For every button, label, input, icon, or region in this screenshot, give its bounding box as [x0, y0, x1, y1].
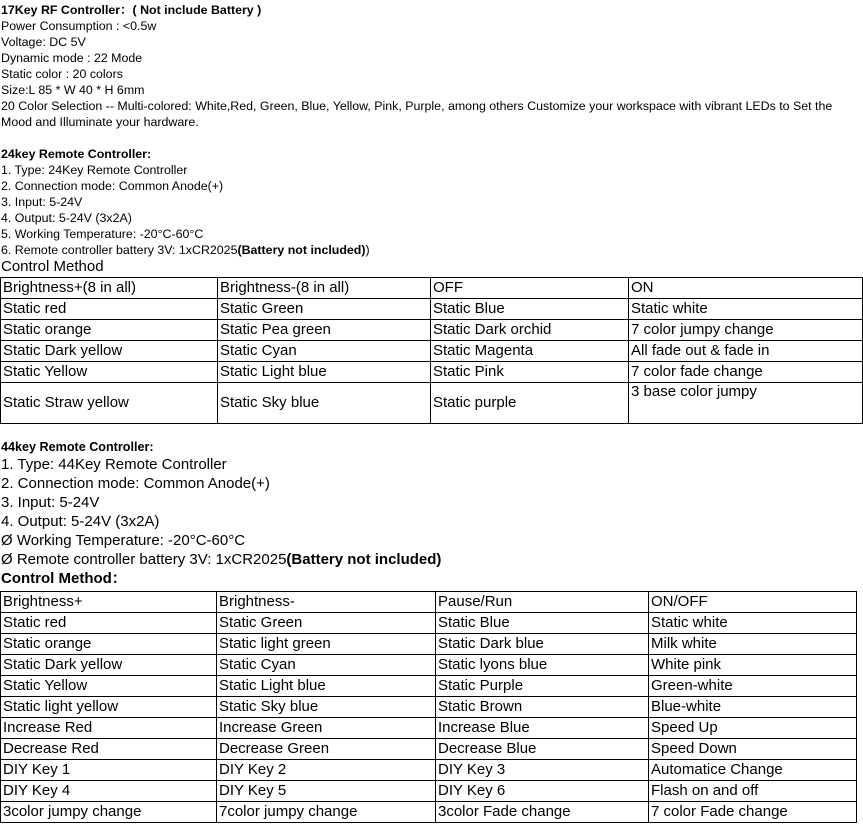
- table-row: [1, 278, 863, 299]
- table-cell: All fade out & fade in: [629, 341, 863, 362]
- table-cell: Automatice Change: [649, 760, 857, 781]
- key24-title: 24key Remote Controller:: [1, 147, 152, 161]
- table-cell: Brightness+(8 in all): [1, 278, 218, 299]
- table-cell: 7 color fade change: [629, 362, 863, 383]
- key24-spec-line: 3. Input: 5-24V: [1, 195, 83, 209]
- table-cell: Static Dark orchid: [431, 320, 629, 341]
- table-cell: Static orange: [1, 634, 217, 655]
- key44-spec-line: 4. Output: 5-24V (3x2A): [1, 513, 160, 530]
- table-cell: Static Dark yellow: [1, 655, 217, 676]
- key44-spec-line: 3. Input: 5-24V: [1, 494, 100, 511]
- key44-battery-text: Ø Remote controller battery 3V: 1xCR2025: [1, 551, 287, 568]
- table-cell: Static purple: [431, 383, 629, 424]
- key44-section: [1, 439, 863, 588]
- key24-method-label: Control Method: [1, 258, 104, 275]
- table-cell: Static Sky blue: [218, 383, 431, 424]
- table-cell: Static Brown: [436, 697, 649, 718]
- table-row: [1, 676, 857, 697]
- rf17-spec-line: Dynamic mode : 22 Mode: [1, 51, 143, 65]
- key44-spec-line: 2. Connection mode: Common Anode(+): [1, 475, 270, 492]
- table-cell: Decrease Red: [1, 739, 217, 760]
- table-cell: ON: [629, 278, 863, 299]
- rf17-spec-line: Size:L 85 * W 40 * H 6mm: [1, 83, 145, 97]
- key24-control-table: [0, 277, 863, 424]
- table-cell: 7 color jumpy change: [629, 320, 863, 341]
- table-cell: Static Pink: [431, 362, 629, 383]
- table-cell: Static Light blue: [218, 362, 431, 383]
- table-cell: Static Dark blue: [436, 634, 649, 655]
- key44-battery-note: (Battery not included): [286, 551, 442, 568]
- table-cell: OFF: [431, 278, 629, 299]
- table-cell: Static red: [1, 299, 218, 320]
- rf17-spec-line: Static color : 20 colors: [1, 67, 123, 81]
- table-cell: Brightness-(8 in all): [218, 278, 431, 299]
- rf17-spec-line: Voltage: DC 5V: [1, 35, 86, 49]
- table-row: [1, 592, 857, 613]
- table-cell: Static light green: [217, 634, 436, 655]
- key44-control-table: [0, 591, 857, 823]
- table-cell: Speed Up: [649, 718, 857, 739]
- key44-spec-line: Ø Working Temperature: -20°C-60°C: [1, 532, 246, 549]
- key24-spec-line: 5. Working Temperature: -20°C-60°C: [1, 227, 204, 241]
- table-row: [1, 383, 863, 424]
- table-row: [1, 320, 863, 341]
- table-row: [1, 341, 863, 362]
- table-cell: DIY Key 6: [436, 781, 649, 802]
- table-cell: DIY Key 1: [1, 760, 217, 781]
- table-row: [1, 781, 857, 802]
- table-cell: Increase Green: [217, 718, 436, 739]
- table-cell: Static Magenta: [431, 341, 629, 362]
- table-row: [1, 613, 857, 634]
- table-cell: Increase Blue: [436, 718, 649, 739]
- table-cell: Static Yellow: [1, 676, 217, 697]
- table-cell: DIY Key 5: [217, 781, 436, 802]
- table-cell: Static Sky blue: [217, 697, 436, 718]
- table-cell: DIY Key 2: [217, 760, 436, 781]
- table-cell: Static Purple: [436, 676, 649, 697]
- table-cell: Static Cyan: [218, 341, 431, 362]
- key24-spec-line: 1. Type: 24Key Remote Controller: [1, 163, 188, 177]
- table-row: [1, 739, 857, 760]
- table-cell: Static red: [1, 613, 217, 634]
- table-cell: 7color jumpy change: [217, 802, 436, 823]
- key24-battery-line: [1, 242, 863, 258]
- key44-spec-line: 1. Type: 44Key Remote Controller: [1, 456, 227, 473]
- table-cell: Blue-white: [649, 697, 857, 718]
- rf17-color-selection: 20 Color Selection -- Multi-colored: White,Red, Green, Blue, Yellow, Pink, Purple, among others Customize your workspace with vibrant LEDs to Set the Mood and Illuminate your hardware.: [1, 99, 833, 129]
- table-cell: Static Cyan: [217, 655, 436, 676]
- table-cell: ON/OFF: [649, 592, 857, 613]
- table-cell: White pink: [649, 655, 857, 676]
- table-cell: Brightness-: [217, 592, 436, 613]
- table-cell: Increase Red: [1, 718, 217, 739]
- table-cell: Static Green: [217, 613, 436, 634]
- table-cell: Static Blue: [431, 299, 629, 320]
- table-cell: Static white: [629, 299, 863, 320]
- rf17-title: 17Key RF Controller：( Not include Battery ): [1, 3, 262, 17]
- table-row: [1, 362, 863, 383]
- table-cell: DIY Key 4: [1, 781, 217, 802]
- table-cell: Static light yellow: [1, 697, 217, 718]
- table-cell: Static Green: [218, 299, 431, 320]
- table-cell: 3 base color jumpy: [629, 383, 863, 424]
- table-cell: Green-white: [649, 676, 857, 697]
- table-cell: Static Dark yellow: [1, 341, 218, 362]
- table-cell: Static Light blue: [217, 676, 436, 697]
- table-cell: DIY Key 3: [436, 760, 649, 781]
- table-cell: 3color Fade change: [436, 802, 649, 823]
- table-cell: Milk white: [649, 634, 857, 655]
- table-row: [1, 634, 857, 655]
- table-row: [1, 655, 857, 676]
- table-row: [1, 802, 857, 823]
- rf17-spec-line: Power Consumption : <0.5w: [1, 19, 157, 33]
- key24-battery-note: (Battery not included): [237, 243, 366, 257]
- key24-battery-text: 6. Remote controller battery 3V: 1xCR2025: [1, 243, 238, 257]
- key24-battery-suffix: ): [365, 243, 370, 257]
- table-cell: Static orange: [1, 320, 218, 341]
- key24-section: [1, 146, 863, 258]
- key44-battery-line: [1, 550, 863, 569]
- key24-spec-line: 4. Output: 5-24V (3x2A): [1, 211, 132, 225]
- table-cell: Speed Down: [649, 739, 857, 760]
- table-cell: 3color jumpy change: [1, 802, 217, 823]
- table-cell: Decrease Green: [217, 739, 436, 760]
- table-cell: Static white: [649, 613, 857, 634]
- key24-spec-line: 2. Connection mode: Common Anode(+): [1, 179, 224, 193]
- table-cell: Brightness+: [1, 592, 217, 613]
- table-row: [1, 718, 857, 739]
- table-cell: Static lyons blue: [436, 655, 649, 676]
- table-cell: Static Straw yellow: [1, 383, 218, 424]
- key44-title: 44key Remote Controller:: [1, 440, 154, 454]
- table-row: [1, 760, 857, 781]
- table-cell: Static Blue: [436, 613, 649, 634]
- table-cell: Static Pea green: [218, 320, 431, 341]
- rf17-section: [1, 2, 863, 130]
- table-cell: 7 color Fade change: [649, 802, 857, 823]
- table-cell: Decrease Blue: [436, 739, 649, 760]
- table-row: [1, 697, 857, 718]
- table-cell: Pause/Run: [436, 592, 649, 613]
- table-row: [1, 299, 863, 320]
- table-cell: Static Yellow: [1, 362, 218, 383]
- table-cell: Flash on and off: [649, 781, 857, 802]
- key44-method-label: Control Method：: [1, 570, 127, 587]
